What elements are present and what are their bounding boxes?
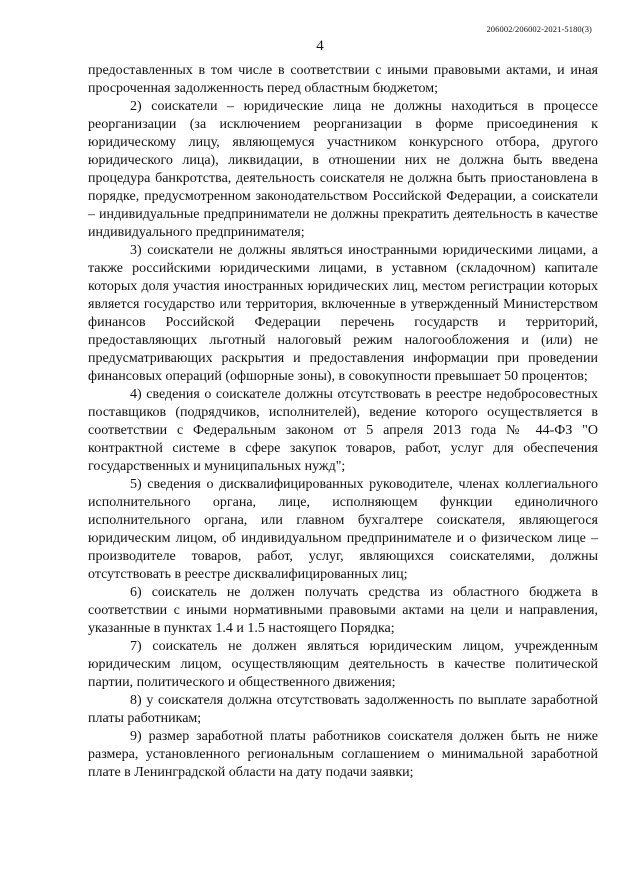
paragraph-item-9: 9) размер заработной платы работников соискателя должен быть не ниже размера, установленного региональным соглашением о минимальной заработной плате в Ленинградской области на дату подачи заявки; [88,729,598,780]
paragraph-item-3: 3) соискатели не должны являться иностранными юридическими лицами, а также российскими юридическими лицами, в уставном (складочном) капитале которых доля участия иностранных юридических лиц, местом регистрации которых является государство или территория, включенные в утвержденный Министерством финансов Российской Федерации перечень государств и территорий, предоставляющих льготный налоговый режим налогообложения и (или) не предусматривающих раскрытия и предоставления информации при проведении финансовых операций (офшорные зоны), в совокупности превышает 50 процентов; [88,243,598,384]
paragraph-continuation: предоставленных в том числе в соответствии с иными правовыми актами, и иная просроченная задолженность перед областным бюджетом; [88,63,598,96]
document-id: 206002/206002-2021-5180(3) [486,24,592,34]
document-body [88,62,598,782]
paragraph-item-8: 8) у соискателя должна отсутствовать задолженность по выплате заработной платы работникам; [88,693,598,726]
paragraph-item-5: 5) сведения о дисквалифицированных руководителе, членах коллегиального исполнительного органа, лице, исполняющем функции единоличного исполнительного органа, или главном бухгалтере соискателя, являющегося юридическим лицом, об индивидуальном предпринимателе и о физическом лице – производителе товаров, работ, услуг, являющихся соискателями, должны отсутствовать в реестре дисквалифицированных лиц; [88,477,598,582]
paragraph-item-7: 7) соискатель не должен являться юридическим лицом, учрежденным юридическим лицом, осуществляющим деятельность в качестве политической партии, политического и общественного движения; [88,639,598,690]
paragraph-item-4: 4) сведения о соискателе должны отсутствовать в реестре недобросовестных поставщиков (подрядчиков, исполнителей), ведение которого осуществляется в соответствии с Федеральным законом от 5 апреля 2013 года № 44-ФЗ "О контрактной системе в сфере закупок товаров, работ, услуг для обеспечения государственных и муниципальных нужд"; [88,387,598,474]
paragraph-item-6: 6) соискатель не должен получать средства из областного бюджета в соответствии с иными нормативными правовыми актами на цели и направления, указанные в пунктах 1.4 и 1.5 настоящего Порядка; [88,585,598,636]
paragraph-item-2: 2) соискатели – юридические лица не должны находиться в процессе реорганизации (за исключением реорганизации в форме присоединения к юридическому лицу, являющемуся участником конкурсного отбора, другого юридического лица), ликвидации, в отношении них не должна быть введена процедура банкротства, деятельность соискателя не должна быть приостановлена в порядке, предусмотренном законодательством Российской Федерации, а соискатели – индивидуальные предприниматели не должны прекратить деятельность в качестве индивидуального предпринимателя; [88,99,598,240]
page-number: 4 [316,38,324,54]
